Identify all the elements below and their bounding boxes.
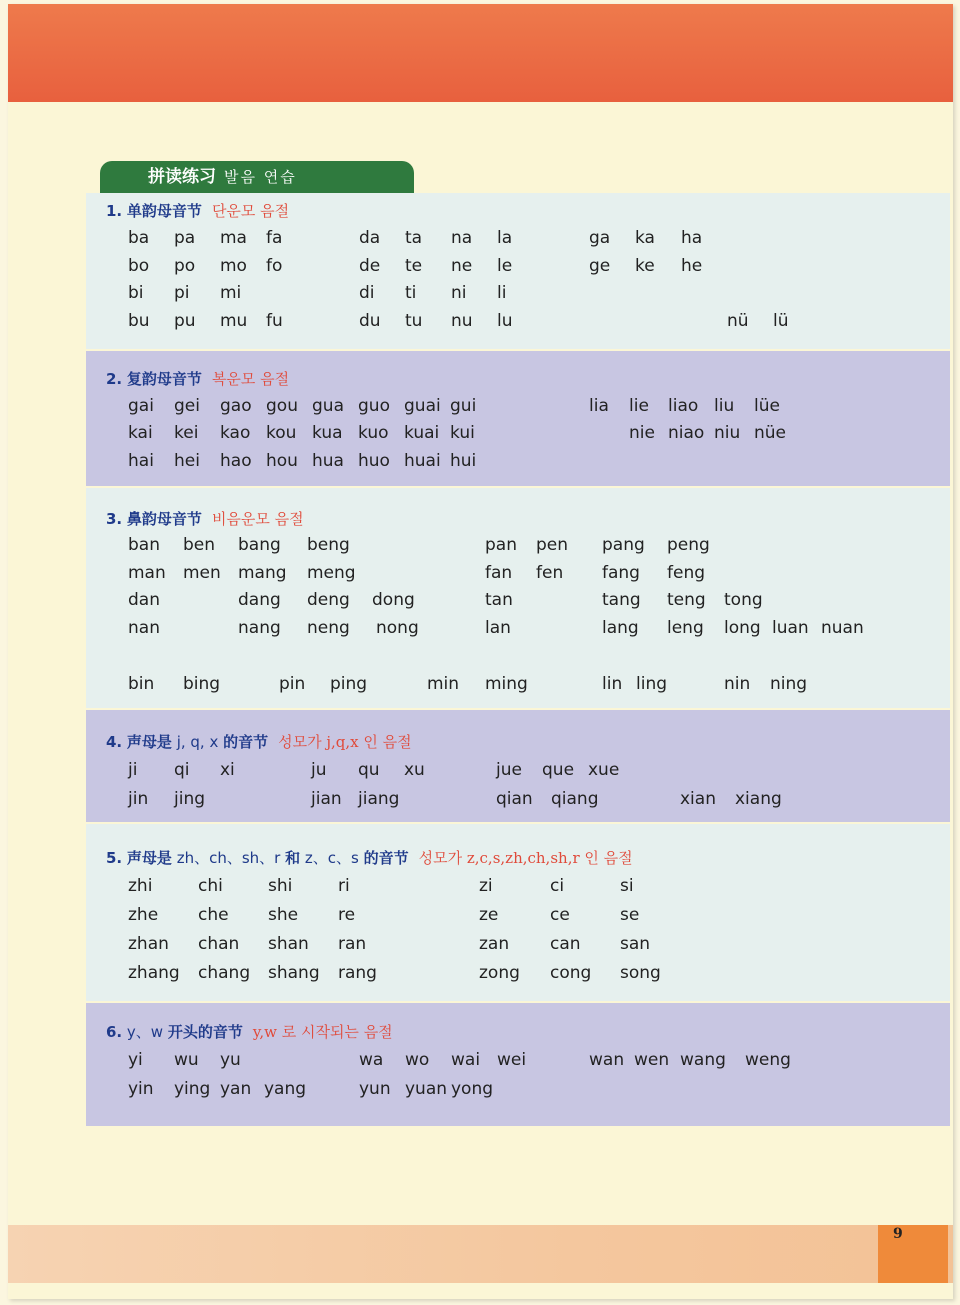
syllable: chi xyxy=(198,876,223,896)
syllable: ke xyxy=(635,256,655,276)
top-color-band xyxy=(8,4,953,102)
syllable: gai xyxy=(128,396,154,416)
syllable: san xyxy=(620,934,651,954)
syllable: nin xyxy=(724,674,751,694)
syllable: yu xyxy=(220,1050,241,1070)
syllable: ning xyxy=(770,674,808,694)
syllable: lan xyxy=(485,618,511,638)
syllable: lü xyxy=(773,311,789,331)
syllable: nuan xyxy=(821,618,864,638)
syllable: dan xyxy=(128,590,160,610)
syllable: tu xyxy=(405,311,423,331)
syllable: lu xyxy=(497,311,513,331)
syllable: yang xyxy=(264,1079,307,1099)
syllable: ling xyxy=(636,674,668,694)
section-6-heading: 6. y、w 开头的音节 y,w 로 시작되는 음절 xyxy=(106,1023,393,1041)
syllable: da xyxy=(359,228,381,248)
syllable: ying xyxy=(174,1079,211,1099)
syllable: na xyxy=(451,228,473,248)
syllable: yin xyxy=(128,1079,154,1099)
syllable: zhi xyxy=(128,876,153,896)
syllable: qian xyxy=(496,789,533,809)
syllable: chang xyxy=(198,963,251,983)
syllable: xue xyxy=(588,760,620,780)
syllable: bu xyxy=(128,311,150,331)
syllable: ji xyxy=(128,760,138,780)
syllable: lia xyxy=(589,396,609,416)
syllable: de xyxy=(359,256,381,276)
syllable: ge xyxy=(589,256,611,276)
syllable: nong xyxy=(376,618,419,638)
syllable: kao xyxy=(220,423,251,443)
syllable: zong xyxy=(479,963,520,983)
syllable: zan xyxy=(479,934,510,954)
syllable: feng xyxy=(667,563,706,583)
syllable: jiang xyxy=(358,789,400,809)
syllable: huo xyxy=(358,451,390,471)
syllable: leng xyxy=(667,618,704,638)
syllable: ti xyxy=(405,283,417,303)
syllable: wang xyxy=(680,1050,726,1070)
syllable: wen xyxy=(634,1050,670,1070)
syllable: shang xyxy=(268,963,320,983)
syllable: nie xyxy=(629,423,655,443)
section-2-heading: 2. 复韵母音节 복운모 음절 xyxy=(106,370,290,388)
section-3-heading: 3. 鼻韵母音节 비음운모 음절 xyxy=(106,510,304,528)
syllable: wai xyxy=(451,1050,481,1070)
syllable: mi xyxy=(220,283,242,303)
syllable: que xyxy=(542,760,575,780)
syllable: qiang xyxy=(551,789,599,809)
syllable: ta xyxy=(405,228,423,248)
syllable: lin xyxy=(602,674,623,694)
syllable: wu xyxy=(174,1050,199,1070)
syllable: beng xyxy=(307,535,350,555)
syllable: ju xyxy=(311,760,327,780)
syllable: min xyxy=(427,674,460,694)
syllable: bi xyxy=(128,283,144,303)
syllable: rang xyxy=(338,963,377,983)
syllable: pu xyxy=(174,311,196,331)
syllable: tong xyxy=(724,590,763,610)
syllable: fang xyxy=(602,563,640,583)
syllable: kua xyxy=(312,423,343,443)
syllable: ma xyxy=(220,228,247,248)
syllable: guai xyxy=(404,396,441,416)
syllable: bing xyxy=(183,674,221,694)
page-number: 9 xyxy=(893,1226,903,1242)
syllable: chan xyxy=(198,934,240,954)
syllable: qi xyxy=(174,760,190,780)
syllable: nu xyxy=(451,311,473,331)
syllable: niao xyxy=(668,423,705,443)
syllable: di xyxy=(359,283,375,303)
syllable: la xyxy=(497,228,513,248)
syllable: zhang xyxy=(128,963,180,983)
syllable: pen xyxy=(536,535,569,555)
syllable: man xyxy=(128,563,166,583)
title-korean: 발음 연습 xyxy=(224,168,297,186)
syllable: luan xyxy=(772,618,809,638)
syllable: wa xyxy=(359,1050,384,1070)
syllable: yong xyxy=(451,1079,494,1099)
section-2 xyxy=(86,351,950,486)
syllable: tan xyxy=(485,590,513,610)
syllable: che xyxy=(198,905,229,925)
section-5-heading: 5. 声母是 zh、ch、sh、r 和 z、c、s 的音节 성모가 z,c,s,zh,ch,sh,r 인 음절 xyxy=(106,849,633,867)
syllable: weng xyxy=(745,1050,791,1070)
syllable: qu xyxy=(358,760,380,780)
syllable: ran xyxy=(338,934,367,954)
syllable: kou xyxy=(266,423,297,443)
section-4-heading: 4. 声母是 j, q, x 的音节 성모가 j,q,x 인 음절 xyxy=(106,733,412,751)
syllable: jin xyxy=(128,789,149,809)
syllable: she xyxy=(268,905,299,925)
syllable: pan xyxy=(485,535,517,555)
syllable: wo xyxy=(405,1050,430,1070)
syllable: pin xyxy=(279,674,306,694)
syllable: hou xyxy=(266,451,298,471)
syllable: tang xyxy=(602,590,641,610)
syllable: song xyxy=(620,963,661,983)
syllable: huai xyxy=(404,451,441,471)
syllable: nang xyxy=(238,618,281,638)
syllable: mang xyxy=(238,563,287,583)
syllable: nüe xyxy=(754,423,787,443)
syllable: wan xyxy=(589,1050,625,1070)
syllable: kai xyxy=(128,423,153,443)
syllable: te xyxy=(405,256,423,276)
syllable: re xyxy=(338,905,356,925)
syllable: zhan xyxy=(128,934,169,954)
syllable: lang xyxy=(602,618,639,638)
syllable: ni xyxy=(451,283,467,303)
syllable: shan xyxy=(268,934,309,954)
syllable: deng xyxy=(307,590,350,610)
section-1 xyxy=(86,193,950,349)
syllable: po xyxy=(174,256,196,276)
syllable: yuan xyxy=(405,1079,448,1099)
syllable: hao xyxy=(220,451,252,471)
syllable: shi xyxy=(268,876,293,896)
syllable: fan xyxy=(485,563,513,583)
syllable: ce xyxy=(550,905,570,925)
syllable: bang xyxy=(238,535,281,555)
syllable: xu xyxy=(404,760,425,780)
syllable: peng xyxy=(667,535,710,555)
syllable: liao xyxy=(668,396,699,416)
syllable: fa xyxy=(266,228,283,248)
page-number-box xyxy=(878,1225,948,1283)
syllable: hei xyxy=(174,451,200,471)
syllable: he xyxy=(681,256,703,276)
syllable: fen xyxy=(536,563,564,583)
syllable: pa xyxy=(174,228,196,248)
syllable: jing xyxy=(174,789,206,809)
syllable: mu xyxy=(220,311,248,331)
syllable: gou xyxy=(266,396,298,416)
syllable: meng xyxy=(307,563,356,583)
syllable: kei xyxy=(174,423,199,443)
syllable: yun xyxy=(359,1079,391,1099)
syllable: kuai xyxy=(404,423,440,443)
syllable: pang xyxy=(602,535,645,555)
syllable: pi xyxy=(174,283,190,303)
syllable: kuo xyxy=(358,423,389,443)
syllable: neng xyxy=(307,618,350,638)
syllable: ben xyxy=(183,535,216,555)
syllable: can xyxy=(550,934,581,954)
syllable: ka xyxy=(635,228,655,248)
syllable: jian xyxy=(311,789,342,809)
syllable: gei xyxy=(174,396,200,416)
syllable: ha xyxy=(681,228,703,248)
syllable: xiang xyxy=(735,789,782,809)
syllable: gui xyxy=(450,396,477,416)
syllable: liu xyxy=(714,396,735,416)
syllable: gao xyxy=(220,396,252,416)
syllable: kui xyxy=(450,423,475,443)
syllable: lie xyxy=(629,396,649,416)
syllable: wei xyxy=(497,1050,527,1070)
syllable: dong xyxy=(372,590,415,610)
syllable: zi xyxy=(479,876,493,896)
syllable: bo xyxy=(128,256,150,276)
syllable: guo xyxy=(358,396,390,416)
section-title-tab xyxy=(100,161,414,193)
syllable: nan xyxy=(128,618,160,638)
bottom-color-band xyxy=(8,1225,953,1283)
syllable: jue xyxy=(496,760,522,780)
title-chinese: 拼读练习 xyxy=(148,167,216,187)
syllable: mo xyxy=(220,256,247,276)
syllable: hui xyxy=(450,451,477,471)
syllable: le xyxy=(497,256,513,276)
syllable: du xyxy=(359,311,381,331)
syllable: gua xyxy=(312,396,344,416)
syllable: dang xyxy=(238,590,281,610)
syllable: bin xyxy=(128,674,155,694)
syllable: yi xyxy=(128,1050,143,1070)
syllable: ri xyxy=(338,876,350,896)
syllable: se xyxy=(620,905,640,925)
syllable: xian xyxy=(680,789,716,809)
syllable: lüe xyxy=(754,396,780,416)
syllable: ping xyxy=(330,674,368,694)
syllable: fu xyxy=(266,311,283,331)
syllable: teng xyxy=(667,590,706,610)
syllable: li xyxy=(497,283,507,303)
syllable: nü xyxy=(727,311,749,331)
syllable: ban xyxy=(128,535,160,555)
section-1-heading: 1. 单韵母音节 단운모 음절 xyxy=(106,202,290,220)
syllable: yan xyxy=(220,1079,252,1099)
syllable: ba xyxy=(128,228,150,248)
syllable: ze xyxy=(479,905,499,925)
syllable: xi xyxy=(220,760,235,780)
syllable: cong xyxy=(550,963,592,983)
syllable: hai xyxy=(128,451,154,471)
syllable: niu xyxy=(714,423,741,443)
syllable: men xyxy=(183,563,221,583)
syllable: hua xyxy=(312,451,344,471)
syllable: si xyxy=(620,876,634,896)
syllable: long xyxy=(724,618,761,638)
syllable: ne xyxy=(451,256,473,276)
syllable: fo xyxy=(266,256,283,276)
syllable: ci xyxy=(550,876,565,896)
syllable: ming xyxy=(485,674,528,694)
syllable: zhe xyxy=(128,905,159,925)
syllable: ga xyxy=(589,228,611,248)
